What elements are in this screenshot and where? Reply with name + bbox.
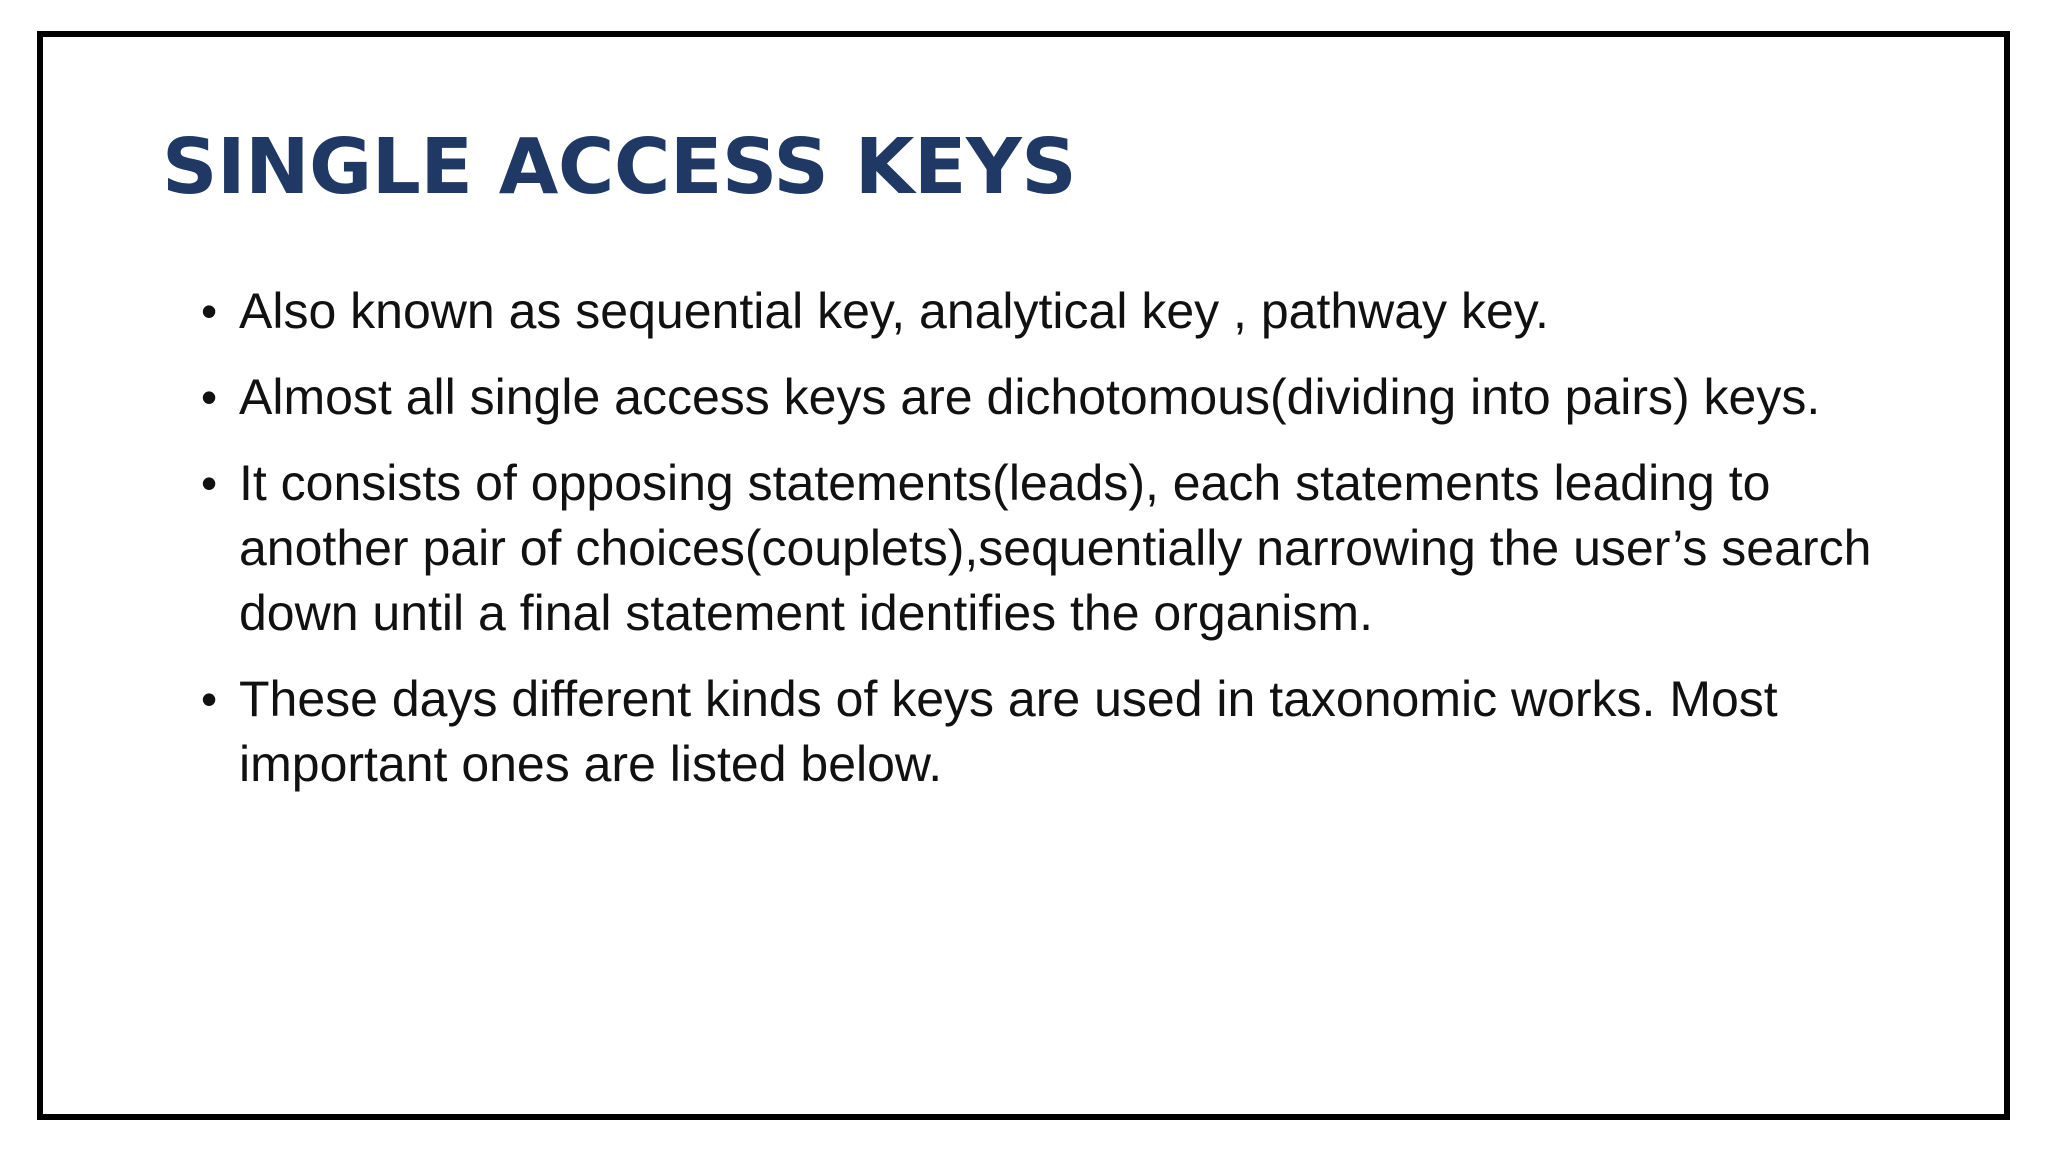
slide-title: SINGLE ACCESS KEYS xyxy=(162,123,1077,212)
bullet-marker: • xyxy=(201,673,218,725)
bullet-item xyxy=(201,451,1941,646)
bullet-item xyxy=(201,667,1941,797)
bullet-text: These days different kinds of keys are used in taxonomic works. Most important ones are listed below. xyxy=(239,671,1778,792)
bullet-text: Almost all single access keys are dichotomous(dividing into pairs) keys. xyxy=(239,369,1821,425)
bullet-item xyxy=(201,365,1941,430)
bullet-marker: • xyxy=(201,457,218,509)
slide-frame xyxy=(37,31,2010,1120)
bullet-item xyxy=(201,279,1941,344)
bullet-list xyxy=(201,279,1941,818)
bullet-text: It consists of opposing statements(leads), each statements leading to another pair of choices(couplets),sequentially narrowing the user’s search down until a final statement identifies the organism. xyxy=(239,455,1872,641)
bullet-text: Also known as sequential key, analytical key , pathway key. xyxy=(239,283,1549,339)
bullet-marker: • xyxy=(201,285,218,337)
bullet-marker: • xyxy=(201,371,218,423)
